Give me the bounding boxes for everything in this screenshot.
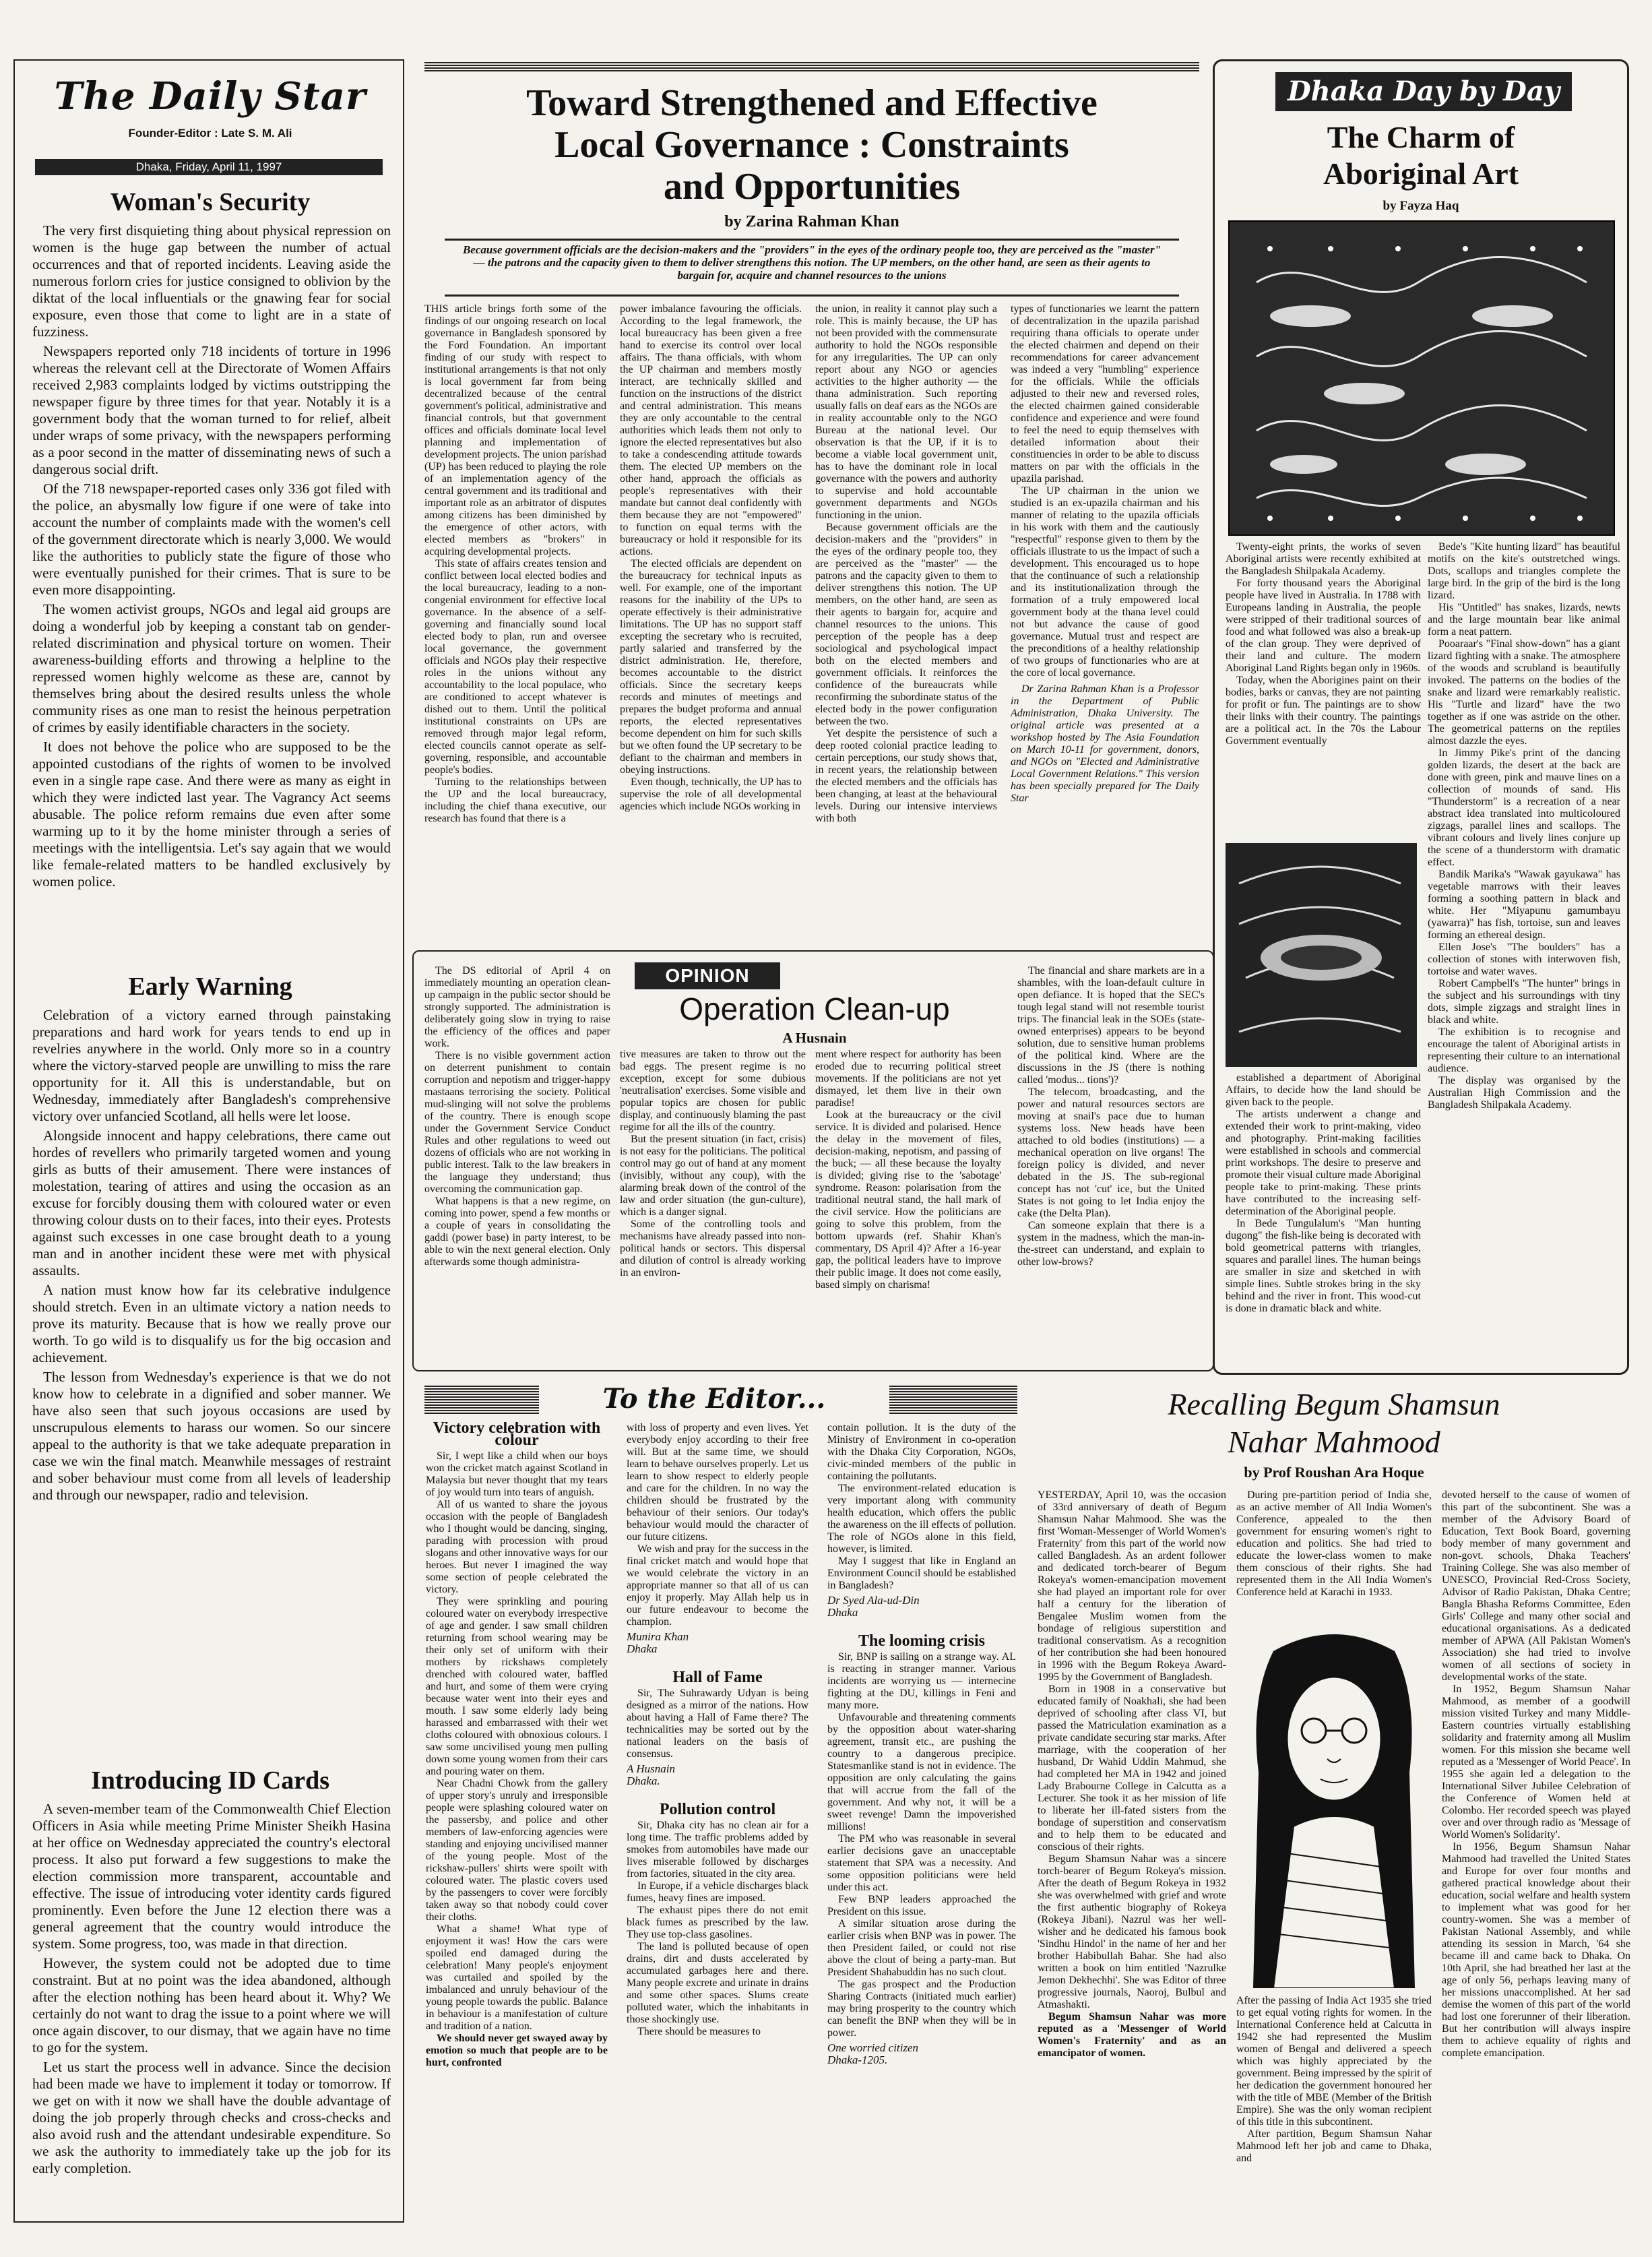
article-standfirst: Because government officials are the decision-makers and the "providers" in the eyes of the ordinary people too, they are perceived as the "master" — the patrons and the capacity given to them to deliver strengthens this notion. The UP members, on the other hand, are seen as their agents to bargain for, acquire and channel resources to the unions bbox=[445, 239, 1179, 297]
paragraph: Even though, technically, the UP has to supervise the role of all developmental agencies which include NGOs working in bbox=[620, 776, 802, 812]
paragraph: A similar situation arose during the earlier crisis when BNP was in power. The then President failed, or could not rise above the clout of being a party-man. But President Shahabuddin has no such clout. bbox=[827, 1918, 1016, 1978]
paragraph: A seven-member team of the Commonwealth Chief Election Officers in Asia while meeting Prime Minister Sheikh Hasina at her office on Wednesday appreciated the country's electoral process. It also put forward a few suggestions to make the election commission more transparent, accountable and effective. The issue of introducing voter identity cards figured prominently. Even before the June 12 election there was a general agreement that the country would introduce the system. Some progress, too, was made in that direction. bbox=[32, 1801, 391, 1952]
recalling-title-1: Recalling Begum Shamsun bbox=[1168, 1387, 1500, 1421]
dhaka-day-byline: by Fayza Haq bbox=[1383, 199, 1459, 213]
opinion-byline: A Husnain bbox=[782, 1030, 847, 1046]
letters-banner: To the Editor... bbox=[539, 1384, 889, 1414]
paragraph: This state of affairs creates tension and conflict between local elected bodies and the local bureaucracy, leading to a non-congenial environment for effective local governance. In the absence of a self-governing and financially sound local elected body to plan, run and oversee local governance, the government officials and NGOs play their respective roles in the unions without any accountability to the local populace, who are conditioned to accept whatever is dished out to them. Until the political institutional constraints on UPs are removed through major legal reform, elected councils cannot operate as self-governing, responsible, and accountable people's bodies. bbox=[424, 558, 606, 776]
paragraph: The DS editorial of April 4 on immediately mounting an operation clean-up campaign in the public sector should be strongly supported. The administration is deliberately going slow in trying to raise the efficiency of the offices and paper work. bbox=[424, 965, 610, 1049]
paragraph: The gas prospect and the Production Sharing Contracts (initiated much earlier) may bring prosperity to the country which can benefit the BNP when they will be in power. bbox=[827, 1979, 1016, 2039]
paragraph: They were sprinkling and pouring coloured water on everybody irrespective of age and gender. I saw small children returning from school wearing may be their only set of uniform with their mothers by rickshaws completely drenched with coloured water, baffled and hurt, and some of them were crying because water went into their eyes and mouth. I saw some elderly lady being harassed and embarrassed with their wet cloths coloured with obnoxious colours. I saw some uncivilised young men pulling down some young women from their cars and pouring water on them. bbox=[426, 1596, 608, 1777]
signature: Dr Syed Ala-ud-Din bbox=[827, 1594, 920, 1607]
dhaka-day-title-2: Aboriginal Art bbox=[1323, 156, 1519, 191]
paragraph: However, the system could not be adopted due to time constraint. But at no point was the idea abandoned, although after the election nothing has been heard about it. Why? We certainly do not want to drag the issue to a point where we will once again discover, to our dismay, that we again have no time to go for the system. bbox=[32, 1955, 391, 2055]
article-col-2 bbox=[620, 303, 802, 934]
paragraph: tive measures are taken to throw out the bad eggs. The present regime is no exception, except for some dubious 'neutralisation' exercises. Some visible and popular topics are chosen for public display, and continuously blaming the past regime for all the ills of the country. bbox=[620, 1049, 806, 1133]
dugong-woodcut-icon bbox=[1226, 843, 1417, 1067]
paragraph: Today, when the Aborigines paint on their bodies, barks or canvas, they are not painting for profit or fun. The paintings are to show their links with their country. The paintings are a political act. In the 70s the Labour Government eventually bbox=[1226, 675, 1421, 747]
letter-title-victory: Victory celebration with colour bbox=[433, 1422, 601, 1449]
article-col-3 bbox=[815, 303, 997, 934]
signature: One worried citizen bbox=[827, 2041, 919, 2054]
caption: After the passing of India Act 1935 she tried to get equal voting rights for women. In the International Conference held at Calcutta in 1942 she had represented the Muslim women of Bengal and delivered a speech which was highly appreciated by the government. Being impressed by the spirit of her dedication the government honoured her with the title of MBE (Member of the British Empire). She was the only woman recipient of this title in this subcontinent. bbox=[1236, 1995, 1432, 2128]
paragraph: It does not behove the police who are supposed to be the appointed custodians of the rights of women to be involved even in a single rape case. And there were as many as eight in which they were indicted last year. The Vagrancy Act seems abusable. The police reform remains due even after some warming up to it by the home minister through a series of meetings with the intelligentsia. Let's say again that we would like female-related matters to be handled exclusively by women police. bbox=[32, 739, 391, 890]
paragraph: Near Chadni Chowk from the gallery of upper story's unruly and irresponsible people were splashing coloured water on the passersby, and police and other members of law-enforcing agencies were standing and enjoying uncivilised manner of the young people. Most of the rickshaw-pullers' shirts were spoilt with coloured water. The plastic covers used by the passengers to cover were forcibly taken away so that nobody could cover their cloths. bbox=[426, 1778, 608, 1923]
dhaka-day-col-1 bbox=[1226, 541, 1421, 838]
paragraph: The land is polluted because of open drains, dirt and dusts accelerated by accumulated garbages here and there. Many people excrete and urinate in drains and some other spaces. Slums create polluted water, which the inhabitants in those shockingly use. bbox=[627, 1941, 808, 2025]
paragraph: The very first disquieting thing about physical repression on women is the huge gap between the number of actual occurrences and that of reported incidents. Leaving aside the numerous forlorn cries for justice consigned to oblivion by the diktat of the local influentials or the gnawing fear for social exposure, even those that come to light are in a state of fuzziness. bbox=[32, 222, 391, 340]
opinion-col-1 bbox=[424, 965, 610, 1364]
paragraph: A nation must know how far its celebrative indulgence should stretch. Even in an ultimate victory a nation needs to prove its maturity. Because that is how we really prove our worth. To go wild is to disqualify us for the big occasion and achievement. bbox=[32, 1282, 391, 1365]
paragraph: Sir, The Suhrawardy Udyan is being designed as a mirror of the nations. How about having a Hall of Fame there? The technicalities may be sorted out by the national leaders on the basis of consensus. bbox=[627, 1688, 808, 1760]
masthead-dateline: Dhaka, Friday, April 11, 1997 bbox=[35, 159, 383, 175]
paragraph: Pooaraar's "Final show-down" has a giant lizard fighting with a snake. The atmosphere of the woods and scrubland is beautifully invoked. The patterns on the bodies of the snake and lizard were remarkably realistic. His "Turtle and lizard" have the two together as if one was astride on the other. The geometrical patterns on the reptiles almost dazzle the eyes. bbox=[1428, 638, 1620, 747]
paragraph: contain pollution. It is the duty of the Ministry of Environment in co-operation with the Dhaka City Corporation, NGOs, civic-minded members of the public in containing the pollutants. bbox=[827, 1422, 1016, 1482]
portrait-image bbox=[1233, 1624, 1435, 1988]
paragraph: Let us start the process well in advance. Since the decision had been made we have to implement it today or tomorrow. If we get on with it now we shall have the double advantage of doing the job properly through checks and cross-checks and also avoid rush and the attendant undesirable expenditure. So we ask the authority to immediately take up the job for its early completion. bbox=[32, 2059, 391, 2176]
paragraph: What happens is that a new regime, on coming into power, spend a few months or a couple of years in consolidating the gaddi (power base) in party interest, to be able to win the next general election. Only afterwards some though administra- bbox=[424, 1196, 610, 1268]
paragraph: Alongside innocent and happy celebrations, there came out hordes of revellers who primarily targeted women and young girls as butts of their amusement. There were instances of molestation, tearing of attires and using the occasion as an excuse for forcibly dousing them with coloured water or even throwing colour dusts on to their faces, into their eyes. Protests against such excesses in one case brought death to a young man and in another incident these were met with physical assaults. bbox=[32, 1127, 391, 1278]
paragraph: Bede's "Kite hunting lizard" has beautiful motifs on the kite's outstretched wings. Dots, scallops and triangles complete the large bird. In the grip of the bird is the long lizard. bbox=[1428, 541, 1620, 601]
opinion-title: Operation Clean-up bbox=[679, 991, 950, 1026]
paragraph: Yet despite the persistence of such a deep rooted colonial practice leading to certain perceptions, our study shows that, in recent years, the relationship between the elected members and the officials has been changing, at least at the behavioural levels. During our intensive interviews with both bbox=[815, 728, 997, 824]
paragraph: The telecom, broadcasting, and the power and natural resources sectors are moving at snail's pace due to human systems loss. New heads have been attached to old bodies (institutions) — a mechanical operation on live organs! The foreign policy is divided, and never debated in the JS. The sub-regional concept has not 'cut' ice, but the United States is not going to let India enjoy the cake (the Delta Plan). bbox=[1017, 1086, 1205, 1219]
signature-place: Dhaka-1205. bbox=[827, 2053, 888, 2066]
id-cards-title: Introducing ID Cards bbox=[90, 1766, 330, 1795]
dhaka-day-title-1: The Charm of bbox=[1327, 120, 1515, 154]
woodcut-image bbox=[1226, 843, 1417, 1067]
article-col-1 bbox=[424, 303, 606, 934]
paragraph: For forty thousand years the Aboriginal people have lived in Australia. In 1788 with Europeans landing in Australia, the people were stripped of their traditional sources of food and what followed was also a break-up of the clan group. They were deprived of their land and culture. The modern Aboriginal Land Rights began only in 1960s. bbox=[1226, 578, 1421, 674]
paragraph: Unfavourable and threatening comments by the opposition about water-sharing agreement, transit etc., are pushing the country to a dangerous precipice. Statesmanlike stand is not in evidence. The opposition are only calculating the gains that will accrue from the fall of the government. And why not, it will be a sweet revenge! Damn the impoverished millions! bbox=[827, 1712, 1016, 1832]
early-warning-body bbox=[32, 1007, 391, 1762]
article-title-line3: and Opportunities bbox=[663, 166, 961, 208]
recalling-panel bbox=[1031, 1382, 1637, 2221]
paragraph: YESTERDAY, April 10, was the occasion of 33rd anniversary of death of Begum Shamsun Nahar Mahmood. She was the first 'Woman-Messenger of World Women's Fraternity' from this part of the world now called Bangladesh. As an ardent follower and dedicated torch-bearer of Begum Rokeya's women-emancipation movement she had played an important role for over half a century for the liberation of Bengalee Muslim women from the bondage of religious superstition and traditional conservatism. As a recognition of her contribution she had been honoured in 1996 with the Begum Rokeya Award-1995 by the Government of Bangladesh. bbox=[1038, 1489, 1226, 1683]
paragraph: The environment-related education is very important along with community health education, which offers the public the awareness on the ill effects of pollution. The role of NGOs alone in this field, however, is limited. bbox=[827, 1483, 1016, 1555]
dhaka-day-col-2 bbox=[1428, 541, 1620, 1369]
paragraph: All of us wanted to share the joyous occasion with the people of Bangladesh who I thought would be dancing, singing, parading with procession with proud slogans and other innovative ways for our heroes. But never I imagined the way some section of people celebrated the victory. bbox=[426, 1499, 608, 1595]
article-title-line1: Toward Strengthened and Effective bbox=[526, 82, 1098, 124]
paragraph: THIS article brings forth some of the findings of our ongoing research on local governance in Bangladesh sponsored by the Ford Foundation. An important finding of our study with respect to institutional arrangements is that not only is local government far from being decentralized because of the central government's political, administrative and financial controls, but that government offices and officials dominate local level planning and implementation of development projects. The union parishad (UP) has been reduced to playing the role of an implementation agency of the central government and its traditional and important role as an arbitrator of disputes among citizens has been diminished by the emergence of other actors, with elected members as "brokers" in acquiring developmental projects. bbox=[424, 303, 606, 557]
masthead-logo: The Daily Star bbox=[54, 74, 367, 119]
signature-place: Dhaka. bbox=[627, 1774, 660, 1787]
paragraph: In Jimmy Pike's print of the dancing golden lizards, the desert at the back are done with green, pink and mauve lines on a collection of mounds of sand. His "Thunderstorm" is a recreation of a near abstract idea translated into multicoloured zigzags, parallel lines and scallops. The vibrant colours and lively lines conjure up the scene of a thunderstorm with dramatic effect. bbox=[1428, 747, 1620, 868]
paragraph: After partition, Begum Shamsun Nahar Mahmood left her job and came to Dhaka, and bbox=[1236, 2128, 1432, 2164]
paragraph: Begum Shamsun Nahar was more reputed as a 'Messenger of World Women's Fraternity' and as an emancipator of women. bbox=[1038, 2011, 1226, 2059]
paragraph: Robert Campbell's "The hunter" brings in the subject and his surroundings with tiny dots, simple zigzags and straight lines in black and white. bbox=[1428, 978, 1620, 1026]
paragraph: Born in 1908 in a conservative but educated family of Noakhali, she had been deprived of schooling after class VI, but passed the Matriculation examination as a private candidate securing star marks. After marriage, with the cooperation of her husband, Dr Wahid Uddin Mahmud, she had completed her MA in 1942 and joined Lady Brabourne College in Calcutta as a Lecturer. She took it as her mission of life to liberate her ill-fated sisters from the bondage of superstition and conservatism and to help them to be educated and conscious of their rights. bbox=[1038, 1683, 1226, 1853]
paragraph: Sir, BNP is sailing on a strange way. AL is reacting in stranger manner. Various incidents are worrying us — internecine fighting at the DU, killings in Feni and many more. bbox=[827, 1651, 1016, 1711]
paragraph: Celebration of a victory earned through painstaking preparations and hard work for years tends to end up in revelries anywhere in the world. Only more so in a country where the victory-starved people are unwilling to miss the rare opportunity for it. All this is understandable, but on Wednesday, immediately after Bangladesh's comprehensive victory over unfancied Scotland, all hells were let loose. bbox=[32, 1007, 391, 1124]
womens-security-body bbox=[32, 222, 391, 964]
masthead-founder: Founder-Editor : Late S. M. Ali bbox=[128, 127, 292, 140]
opinion-box bbox=[412, 950, 1214, 1371]
paragraph: During pre-partition period of India she, as an active member of All India Women's Conference, appealed to the then government for ensuring women's right to education and politics. She had tried to educate the lower-class women to make them conscious of their rights. She had represented them in the All India Women's Conference held at Karachi in 1933. bbox=[1236, 1489, 1432, 1598]
paragraph: But the present situation (in fact, crisis) is not easy for the politicians. The political control may go out of hand at any moment (invisibly, without any coup), with the alarming break down of the control of the law and order situation (the gun-culture), which is a danger signal. bbox=[620, 1134, 806, 1218]
editorial-panel bbox=[13, 59, 404, 2223]
paragraph: The PM who was reasonable in several earlier decisions gave an unacceptable statement that SPA was a necessity. And some opposition politicians were held under this act. bbox=[827, 1833, 1016, 1893]
recalling-col-1 bbox=[1038, 1489, 1226, 2217]
signature: Munira Khan bbox=[627, 1630, 689, 1643]
dhaka-day-panel bbox=[1213, 59, 1629, 1375]
paragraph: the union, in reality it cannot play such a role. This is mainly because, the UP has not been provided with the commensurate authority to hold the NGOs responsible for any irregularities. The UP can only report about any NGO or agencies activities to the higher authority — the thana administration. Such reporting usually falls on deaf ears as the NGOs are in reality accountable only to the NGO Bureau at the national level. Our observation is that the UP, if it is to become a viable local government unit, has to have the dominant role in local governance with the powers and authority to supervise and hold accountable government departments and NGOs functioning in the union. bbox=[815, 303, 997, 521]
paragraph: The elected officials are dependent on the bureaucracy for technical inputs as well. For example, one of the important reasons for the inability of the UPs to operate effectively is their administrative limitations. The UP has no support staff excepting the secretary who is recruited, partly salaried and transferred by the district administration. He, therefore, becomes accountable to the district officials. Since the secretary keeps records and minutes of meetings and prepares the budget proforma and annual reports, the elected representatives become dependent on him for such skills but we often found the UP secretary to be defiant to the chairman and members in obeying instructions. bbox=[620, 558, 802, 776]
signature: A Husnain bbox=[627, 1762, 675, 1775]
paragraph: Look at the bureaucracy or the civil service. It is divided and polarised. Hence the delay in the movement of files, decision-making, nepotism, and passing of the buck; — all these because the loyalty is divided; giving rise to the 'sabotage' syndrome. Reason: polarisation from the traditional neutral stand, the hall mark of the civil service. How the politicians are going to solve this problem, from the bottom upwards (ref. Shahir Khan's commentary, DS April 4)? After a 16-year gap, the political leaders have to improve their public image. It does not come easily, based simply on charisma! bbox=[815, 1109, 1001, 1291]
opinion-col-4 bbox=[1017, 965, 1205, 1364]
paragraph: We wish and pray for the success in the final cricket match and would hope that we would celebrate the victory in an appropriate manner so that all of us can enjoy it properly. May Allah help us in our future endeavour to become the champion. bbox=[627, 1543, 808, 1628]
paragraph: The women activist groups, NGOs and legal aid groups are doing a wonderful job by keeping a constant tab on gender-related discrimination and physical torture on women. Their awareness-building efforts and throwing a helpline to the repressed women highly welcome as these are, cannot by themselves bring about the desired results unless the whole community rises as one man to resist the heinous perpetration of crimes by easily identifiable characters in the society. bbox=[32, 601, 391, 735]
paragraph: Newspapers reported only 718 incidents of torture in 1996 whereas the relevant cell at the Directorate of Women Affairs received 2,983 complaints lodged by victims outstripping the newspaper figure by three times for that year. Notably it is a government body that the woman turned to for relief, albeit under wraps of some privacy, with the newspapers performing as a poor second in the matter of disseminating news of such a dangerous social drift. bbox=[32, 343, 391, 477]
opinion-banner: OPINION bbox=[635, 962, 780, 989]
paragraph: The exhibition is to recognise and encourage the talent of Aboriginal artists in representing their culture to an international audience. bbox=[1428, 1026, 1620, 1074]
paragraph: The artists underwent a change and extended their work to print-making, video and photography. Print-making facilities were established in schools and commercial print workshops. The desire to preserve and promote their visual culture made Aboriginal people take to print-making. These prints have contributed to the increasing self-determination of the Aboriginal people. bbox=[1226, 1109, 1421, 1217]
early-warning-title: Early Warning bbox=[128, 972, 292, 1001]
recalling-title-2: Nahar Mahmood bbox=[1228, 1425, 1440, 1459]
letters-col-2 bbox=[627, 1422, 808, 2217]
main-article bbox=[418, 59, 1206, 944]
id-cards-body bbox=[32, 1801, 391, 2212]
paragraph: There should be measures to bbox=[637, 2026, 761, 2037]
paragraph: Of the 718 newspaper-reported cases only 336 got filed with the police, an abysmally low figure if one were of take into account the number of complaints made with the women's cell of the government directorate which is nearly 3,000. We would like the authorities to publicly state the figure of those who were eventually punished for their crimes. That is sure to be even more disappointing. bbox=[32, 481, 391, 598]
article-col-4 bbox=[1011, 303, 1199, 934]
recalling-byline: by Prof Roushan Ara Hoque bbox=[1244, 1464, 1424, 1481]
paragraph: Sir, Dhaka city has no clean air for a long time. The traffic problems added by smokes from automobiles have made our lives miserable followed by discharges from factories, situated in the city area. bbox=[627, 1820, 808, 1880]
paragraph: His "Untitled" has snakes, lizards, newts and the large mountain bear like animal form a neat pattern. bbox=[1428, 602, 1620, 638]
letters-panel bbox=[418, 1382, 1024, 2221]
paragraph: What a shame! What type of enjoyment it was! How the cars were spoiled end damaged during the celebration! Many people's enjoyment was curtailed and spoiled by the imbalanced and unruly behaviour of the young people towards the public. Balance in behaviour is a manifestation of culture and tradition of a nation. bbox=[426, 1923, 608, 2032]
paragraph: In Bede Tungulalum's "Man hunting dugong" the fish-like being is decorated with bold geometrical patterns with triangles, squares and parallel lines. The human beings are smaller in size and sketched in with simple lines. Subtle strokes bring in the sky behind and the river in front. This wood-cut is done in dramatic black and white. bbox=[1226, 1218, 1421, 1314]
letter-title-hall-of-fame: Hall of Fame bbox=[672, 1669, 763, 1686]
paragraph: ment where respect for authority has been eroded due to recurring political street movements. If the politicians are not yet dismayed, let them live in their own paradise! bbox=[815, 1049, 1001, 1109]
opinion-col-2 bbox=[620, 1049, 806, 1364]
paragraph: We should never get swayed away by emotion so much that people are to be hurt, confronted bbox=[426, 2033, 608, 2068]
signature-place: Dhaka bbox=[627, 1642, 658, 1655]
article-byline: by Zarina Rahman Khan bbox=[724, 213, 899, 230]
article-top-rule bbox=[424, 61, 1199, 71]
paragraph: Twenty-eight prints, the works of seven Aboriginal artists were recently exhibited at the Bangladesh Shilpakala Academy. bbox=[1226, 541, 1421, 577]
paragraph: Turning to the relationships between the UP and the local bureaucracy, including the chief thana executive, our research has found that there is a bbox=[424, 776, 606, 824]
paragraph: The exhaust pipes there do not emit black fumes as prescribed by the law. They use top-class gasolines. bbox=[627, 1905, 808, 1940]
letters-col-3 bbox=[827, 1422, 1016, 2217]
letter-title-looming-crisis: The looming crisis bbox=[858, 1632, 985, 1650]
paragraph: The UP chairman in the union we studied is an ex-upazila chairman and his manner of relating to the upazila officials in his work with them and the cautiously "respectful" response given to them by the officials illustrate to us the impact of such a development. This encouraged us to hope that the continuance of such a relationship and its institutionalization through the formation of a truly empowered local government body at the thana level could not but advance the cause of good governance. Mutual trust and respect are the preconditions of a healthy relationship of two groups of functionaries who are at the core of local governance. bbox=[1011, 485, 1199, 679]
author-note: Dr Zarina Rahman Khan is a Professor in the Department of Public Administration, Dhaka University. The original article was presented at a workshop hosted by The Asia Foundation on March 10-11 for government, donors, and NGOs on "Elected and Administrative Local Government Relations." This version has been specially prepared for The Daily Star bbox=[1011, 683, 1199, 804]
paragraph: May I suggest that like in England an Environment Council should be established in Bangladesh? bbox=[827, 1555, 1016, 1591]
paragraph: devoted herself to the cause of women of this part of the subcontinent. She was a member of the Advisory Board of Education, Text Book Board, governing body member of many government and non-govt. schools, Dhaka Teachers' Training College. She was also member of UNESCO, Provincial Red-Cross Society, Advisor of Radio Pakistan, Dhaka Centre; Bangla Bhasha Reforms Committee, Eden Girls' College and many other social and educational organisations. As a dedicated member of APWA (All Pakistan Women's Association) she had tried to involve women of all sections of society in developmental works of the state. bbox=[1442, 1489, 1630, 1683]
paragraph: The lesson from Wednesday's experience is that we do not know how to celebrate in a dignified and sober manner. We have also seen that such joyous occasions are used by unscrupulous elements to harass our women. So our sincere appeal to the authority is that we take adequate preparation in case we win the final match. Meanwhile messages of restraint and sober behaviour must come from all levels of leadership and through our newspaper, radio and television. bbox=[32, 1369, 391, 1503]
lizard-pattern-icon bbox=[1230, 222, 1614, 534]
paragraph: Sir, I wept like a child when our boys won the cricket match against Scotland in Malaysia but never thought that my tears of joy would turn into tears of anguish. bbox=[426, 1450, 608, 1498]
paragraph: Bandik Marika's "Wawak gayukawa" has vegetable marrows with their leaves forming a soothing pattern in black and white. Her "Miyapunu gamumbayu (yawarra)" has fish, tortoise, sun and leaves forming an ethereal design. bbox=[1428, 869, 1620, 941]
paragraph: Because government officials are the decision-makers and the "providers" in the eyes of the ordinary people too, they are perceived as the "master" — the patrons and the capacity given to them to deliver strengthens this notion. The UP members, on the other hand, are seen as their agents to bargain for, acquire and channel resources to the unions. This perception of the people has a deep sociological and psychological impact both on the elected members and government officials. It reinforces the confidence of the bureaucrats while reconfirming the subordinate status of the elected body in the power configuration between the two. bbox=[815, 522, 997, 727]
recalling-col-3 bbox=[1442, 1489, 1630, 2217]
paragraph: power imbalance favouring the officials. According to the legal framework, the local bureaucracy has been given a free hand to exercise its control over local affairs. The thana officials, with whom the UP chairman and members mostly interact, are technically skilled and function on the instructions of the district and central administration. This means they are only accountable to the central authorities which leads them not only to ignore the elected representatives but also to take a condescending attitude towards them. The elected UP members on the other hand, approach the officials as people's representatives with their mandate but cannot deal confidently with them because they are not "empowered" to function on equal terms with the bureaucracy or hold it responsible for its actions. bbox=[620, 303, 802, 557]
dhaka-day-banner: Dhaka Day by Day bbox=[1275, 72, 1572, 111]
paragraph: Ellen Jose's "The boulders" has a collection of stones with interwoven fish, tortoise and water waves. bbox=[1428, 941, 1620, 977]
paragraph: In 1956, Begum Shamsun Nahar Mahmood had travelled the United States and Europe for over four months and gathered practical knowledge about their education, social welfare and health system to implement what was good for her country-women. She was a member of Pakistan National Assembly, and while attending its session in March, '64 she became ill and came back to Dhaka. On 10th April, she had breathed her last at the age of only 56, perhaps leaving many of her missions unaccomplished. At her sad demise the women of this part of the world had lost one forerunner of their liberation. But her contribution will always inspire them to achieve equality of rights and complete emancipation. bbox=[1442, 1841, 1630, 2059]
paragraph: In 1952, Begum Shamsun Nahar Mahmood, as member of a goodwill mission visited Turkey and many Middle-Eastern countries virtually establishing solidarity and fraternity among all Muslim women. For this mission she became well reputed as a 'Messenger of World Peace'. In 1955 she again led a delegation to the International Silver Jubilee Celebration of the Conference of Women held at Colombo. Her recorded speech was played over and over through radio as 'Message of World Women's Solidarity'. bbox=[1442, 1683, 1630, 1841]
letters-col-1 bbox=[426, 1422, 608, 2217]
paragraph: established a department of Aboriginal Affairs, to decide how the land should be given back to the people. bbox=[1226, 1072, 1421, 1108]
letter-title-pollution: Pollution control bbox=[659, 1801, 776, 1818]
paragraph: The financial and share markets are in a shambles, with the loan-default culture in open defiance. It is hoped that the SEC's tough legal stand will not resemble tourist trips. The financial leak in the SOEs (state-owned enterprises) appears to be beyond solution, due to sensitive human problems of the political kind. Where are the discussions in the JS (there is nothing called 'modus... tions')? bbox=[1017, 965, 1205, 1086]
article-title-line2: Local Governance : Constraints bbox=[554, 124, 1069, 166]
paragraph: with loss of property and even lives. Yet everybody enjoy according to their free will. But at the same time, we should learn to behave ourselves properly. Let us learn to show respect to elderly people and care for the children. In no way the children should be frustrated by the behaviour of their seniors. Our today's behaviour would mould the character of our future citizens. bbox=[627, 1422, 808, 1543]
paragraph: Few BNP leaders approached the President on this issue. bbox=[827, 1894, 1016, 1917]
womens-security-title: Woman's Security bbox=[110, 188, 311, 216]
paragraph: Some of the controlling tools and mechanisms have already passed into non-political hands or sectors. This dispersal and dilution of control is already working in an environ- bbox=[620, 1218, 806, 1278]
paragraph: In Europe, if a vehicle discharges black fumes, heavy fines are imposed. bbox=[627, 1880, 808, 1904]
paragraph: types of functionaries we learnt the pattern of decentralization in the upazila parishad requiring thana officials to operate under the elected chairmen and depend on their recommendations for career advancement was indeed a very "humbling" experience for the officials. While the officials adjusted to their new and reversed roles, the elected chairmen gained considerable confidence and experience and were found to feel the need to equip themselves with detailed information about their constituencies in order to be able to discuss matters on par with the officials in the upazila parishad. bbox=[1011, 303, 1199, 485]
signature-place: Dhaka bbox=[827, 1606, 858, 1619]
paragraph: The display was organised by the Australian High Commission and the Bangladesh Shilpakala Academy. bbox=[1428, 1075, 1620, 1111]
paragraph: Can someone explain that there is a system in the madness, which the man-in-the-street can understand, and explain to other low-brows? bbox=[1017, 1220, 1205, 1268]
opinion-col-3 bbox=[815, 1049, 1001, 1364]
recalling-caption bbox=[1236, 1995, 1432, 2217]
dhaka-day-col-3 bbox=[1226, 1072, 1421, 1369]
portrait-sketch-icon bbox=[1233, 1624, 1435, 1988]
paragraph: There is no visible government action on deterrent punishment to contain corruption and nepotism and trigger-happy mastaans terrorising the society. Political mud-slinging will not solve the problems of the country. There is enough scope under the Government Service Conduct Rules and other regulations to weed out dozens of officials who are not working in public interest. Talk to the law breakers in the language they understand; thus overcoming the communication gap. bbox=[424, 1050, 610, 1195]
aboriginal-art-image bbox=[1228, 220, 1615, 536]
paragraph: Begum Shamsun Nahar was a sincere torch-bearer of Begum Rokeya's mission. After the death of Begum Rokeya in 1932 she was overwhelmed with grief and wrote the first authentic biography of Rokeya (Rokeya Jibani). Nazrul was her well-wisher and he dedicated his famous book 'Sindhu Hindol' in the name of her and her brother Habibullah Bahar. She had also written a book on him entitled 'Nazrulke Jemon Dekhechhi'. She was Editor of three progressive journals, Naoroj, Bulbul and Atmashakti. bbox=[1038, 1853, 1226, 2010]
